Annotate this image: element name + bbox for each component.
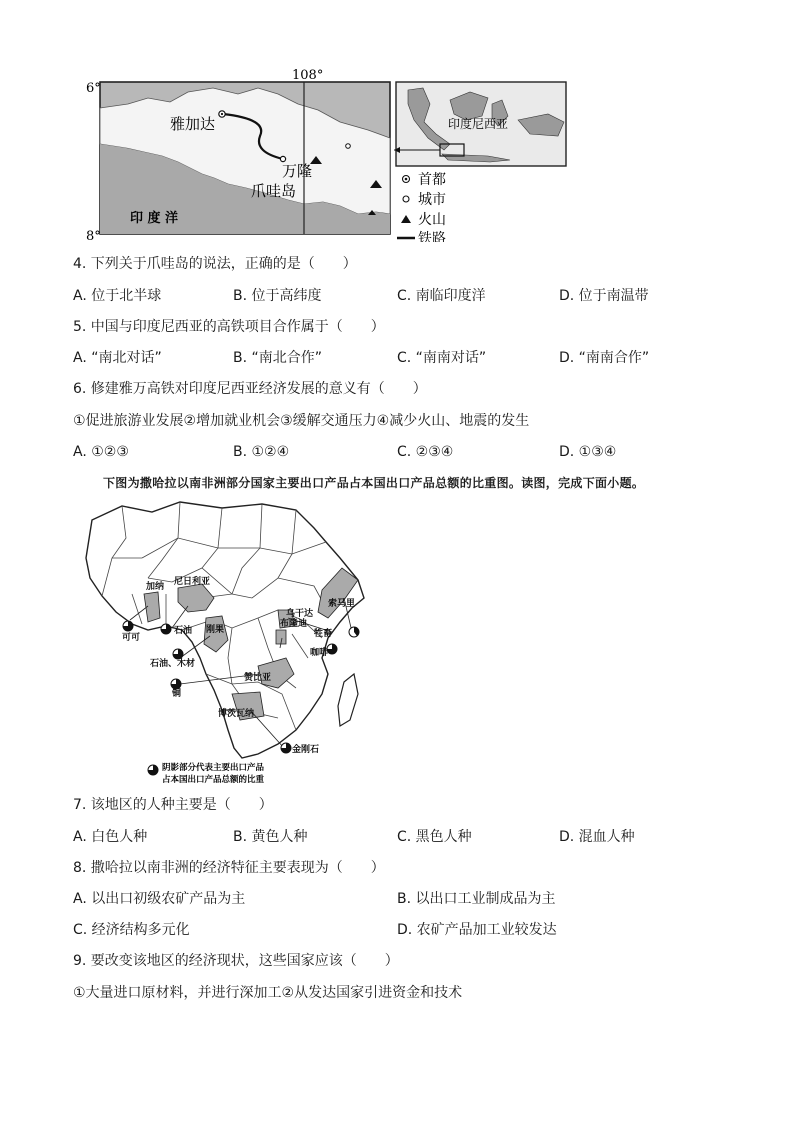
pie-marker-livestock	[349, 627, 359, 637]
lat-top-label: 6°	[86, 81, 101, 96]
city-wanlong-marker	[280, 156, 285, 161]
jakarta-label: 雅加达	[170, 115, 216, 133]
q6-option-a[interactable]: A. ①②③	[73, 444, 129, 460]
city-icon	[403, 196, 409, 202]
label-copper: 铜	[172, 689, 182, 699]
q5-option-b[interactable]: B. “南北合作”	[233, 350, 323, 366]
label-cocoa: 可可	[122, 633, 141, 643]
pie-marker-coffee	[327, 644, 337, 654]
q8-option-c[interactable]: C. 经济结构多元化	[73, 922, 190, 938]
inset-label: 印度尼西亚	[448, 117, 509, 131]
africa-map-figure	[82, 498, 382, 788]
q4-option-c[interactable]: C. 南临印度洋	[397, 288, 486, 304]
label-uganda: 乌干达	[286, 609, 314, 619]
label-oil-wood: 石油、木材	[150, 659, 196, 669]
q9-statement: ①大量进口原材料，并进行深加工②从发达国家引进资金和技术	[73, 985, 463, 1001]
city-marker	[346, 144, 351, 149]
pie-marker-copper	[171, 679, 181, 689]
legend-railway-label: 铁路	[418, 231, 446, 242]
label-botswana: 博茨瓦纳	[218, 709, 255, 719]
q7-option-d[interactable]: D. 混血人种	[559, 829, 635, 845]
q5-option-a[interactable]: A. “南北对话”	[73, 350, 162, 366]
java-map-legend	[397, 172, 446, 242]
wanlong-label: 万隆	[282, 162, 313, 180]
pie-marker-diamond	[281, 743, 291, 753]
label-nigeria: 尼日利亚	[174, 577, 211, 587]
q5-option-c[interactable]: C. “南南对话”	[397, 350, 487, 366]
q7-stem: 7. 该地区的人种主要是（ ）	[73, 797, 273, 813]
legend-city-label: 城市	[418, 192, 446, 208]
label-zambia: 赞比亚	[244, 673, 272, 683]
q6-option-b[interactable]: B. ①②④	[233, 444, 290, 460]
label-burundi: 布隆迪	[280, 619, 308, 629]
madagascar-outline	[338, 674, 358, 726]
legend-line1: 阴影部分代表主要出口产品	[162, 763, 265, 773]
q6-stem: 6. 修建雅万高铁对印度尼西亚经济发展的意义有（ ）	[73, 381, 427, 397]
legend-capital-label: 首都	[418, 172, 446, 188]
label-oil: 石油	[174, 626, 193, 636]
q7-option-c[interactable]: C. 黑色人种	[397, 829, 472, 845]
label-livestock: 牲畜	[314, 629, 333, 639]
q8-option-a[interactable]: A. 以出口初级农矿产品为主	[73, 891, 246, 907]
q5-stem: 5. 中国与印度尼西亚的高铁项目合作属于（ ）	[73, 319, 385, 335]
q5-option-d[interactable]: D. “南南合作”	[559, 350, 650, 366]
q7-option-b[interactable]: B. 黄色人种	[233, 829, 308, 845]
label-diamond: 金刚石	[292, 745, 320, 755]
legend-volcano-label: 火山	[418, 212, 446, 228]
label-coffee: 咖啡	[310, 648, 329, 658]
q6-option-d[interactable]: D. ①③④	[559, 444, 617, 460]
pie-marker-oil-wood	[173, 649, 183, 659]
q4-stem: 4. 下列关于爪哇岛的说法，正确的是（ ）	[73, 256, 357, 272]
africa-legend	[148, 762, 265, 785]
q4-option-d[interactable]: D. 位于南温带	[559, 288, 649, 304]
africa-map-svg	[82, 498, 382, 788]
java-map-figure	[78, 64, 578, 242]
volcano-icon	[401, 215, 411, 223]
legend-line2: 占本国出口产品总额的比重	[162, 775, 265, 785]
ocean-label: 印 度 洋	[130, 211, 179, 226]
q8-option-d[interactable]: D. 农矿产品加工业较发达	[397, 922, 557, 938]
q4-option-a[interactable]: A. 位于北半球	[73, 288, 162, 304]
q9-stem: 9. 要改变该地区的经济现状，这些国家应该（ ）	[73, 953, 399, 969]
island-label: 爪哇岛	[251, 182, 297, 200]
q8-option-b[interactable]: B. 以出口工业制成品为主	[397, 891, 556, 907]
pie-marker-cocoa	[123, 621, 133, 631]
q4-option-b[interactable]: B. 位于高纬度	[233, 288, 322, 304]
pie-marker-oil	[161, 624, 171, 634]
q6-statement: ①促进旅游业发展②增加就业机会③缓解交通压力④减少火山、地震的发生	[73, 413, 530, 429]
label-ghana: 加纳	[146, 582, 165, 592]
q6-option-c[interactable]: C. ②③④	[397, 444, 454, 460]
lat-bottom-label: 8°	[86, 229, 101, 242]
q8-stem: 8. 撒哈拉以南非洲的经济特征主要表现为（ ）	[73, 860, 385, 876]
label-somalia: 索马里	[328, 599, 356, 609]
africa-intro-text: 下图为撒哈拉以南非洲部分国家主要出口产品占本国出口产品总额的比重图。读图，完成下面小题。	[103, 476, 645, 490]
java-map-svg	[78, 64, 578, 242]
lon-label: 108°	[292, 68, 324, 83]
label-congo: 刚果	[206, 625, 225, 635]
q7-option-a[interactable]: A. 白色人种	[73, 829, 148, 845]
